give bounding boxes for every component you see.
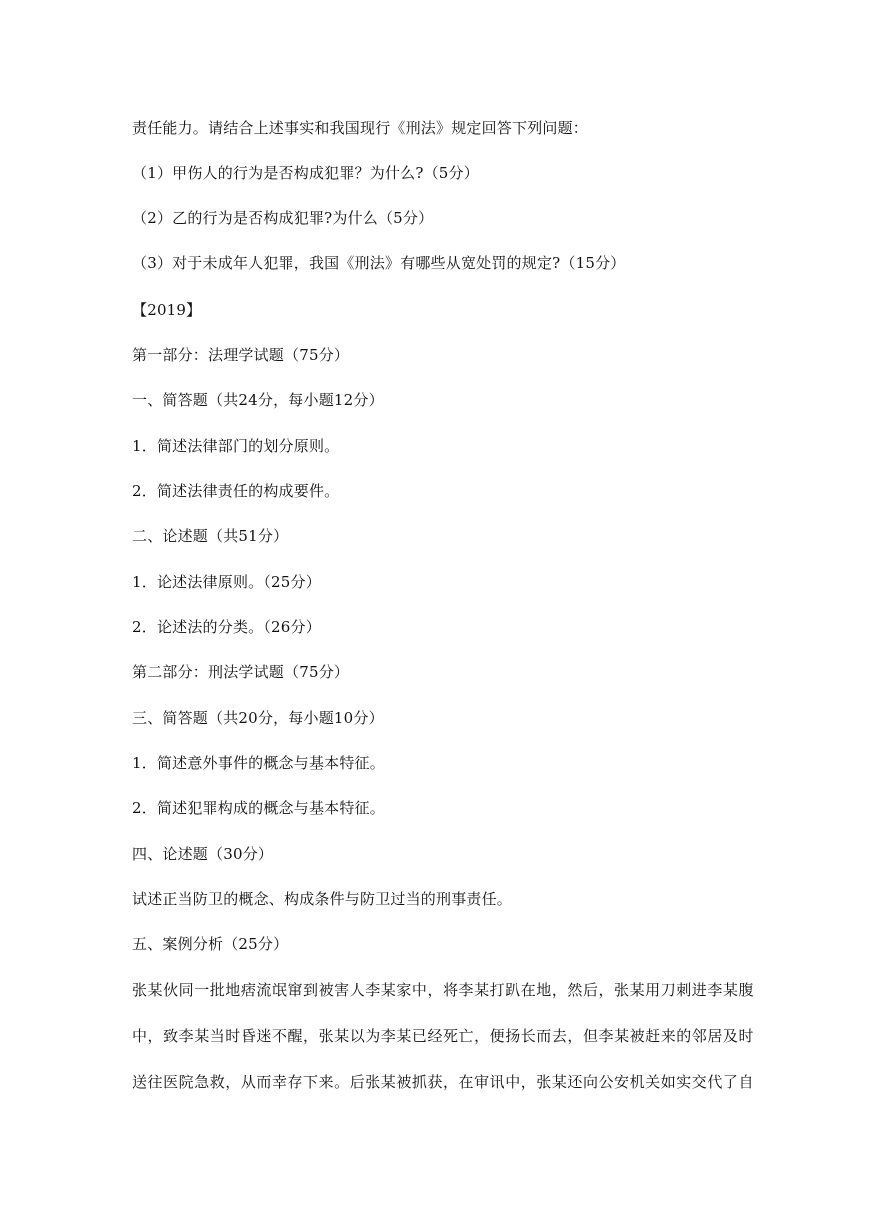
item-2-1: 1．论述法律原则。（25分） xyxy=(132,573,321,591)
text-line-intro: 责任能力。请结合上述事实和我国现行《刑法》规定回答下列问题： xyxy=(132,119,589,137)
item-1-2: 2．简述法律责任的构成要件。 xyxy=(132,482,340,500)
question-1: （1）甲伤人的行为是否构成犯罪？为什么?（5分） xyxy=(132,164,479,182)
case-paragraph-line-3: 送往医院急救，从而幸存下来。后张某被抓获，在审讯中，张某还向公安机关如实交代了自 xyxy=(132,1073,755,1091)
case-paragraph-line-2: 中，致李某当时昏迷不醒，张某以为李某已经死亡，便扬长而去，但李某被赶来的邻居及时 xyxy=(132,1027,755,1045)
item-1-1: 1．简述法律部门的划分原则。 xyxy=(132,437,340,455)
question-2: （2）乙的行为是否构成犯罪?为什么（5分） xyxy=(132,209,434,227)
section-3-heading: 三、简答题（共20分，每小题10分） xyxy=(132,709,384,727)
part-one-heading: 第一部分：法理学试题（75分） xyxy=(132,346,350,364)
part-two-heading: 第二部分：刑法学试题（75分） xyxy=(132,663,350,681)
section-5-heading: 五、案例分析（25分） xyxy=(132,935,289,953)
case-paragraph-line-1: 张某伙同一批地痞流氓窜到被害人李某家中，将李某打趴在地，然后，张某用刀刺进李某腹 xyxy=(132,981,755,999)
item-3-1: 1．简述意外事件的概念与基本特征。 xyxy=(132,754,385,772)
section-1-heading: 一、简答题（共24分，每小题12分） xyxy=(132,391,384,409)
item-2-2: 2．论述法的分类。（26分） xyxy=(132,618,321,636)
section-4-question: 试述正当防卫的概念、构成条件与防卫过当的刑事责任。 xyxy=(132,890,513,908)
year-heading: 【2019】 xyxy=(132,301,202,319)
section-4-heading: 四、论述题（30分） xyxy=(132,845,274,863)
section-2-heading: 二、论述题（共51分） xyxy=(132,527,289,545)
item-3-2: 2．简述犯罪构成的概念与基本特征。 xyxy=(132,799,385,817)
question-3: （3）对于未成年人犯罪，我国《刑法》有哪些从宽处罚的规定?（15分） xyxy=(132,254,626,272)
